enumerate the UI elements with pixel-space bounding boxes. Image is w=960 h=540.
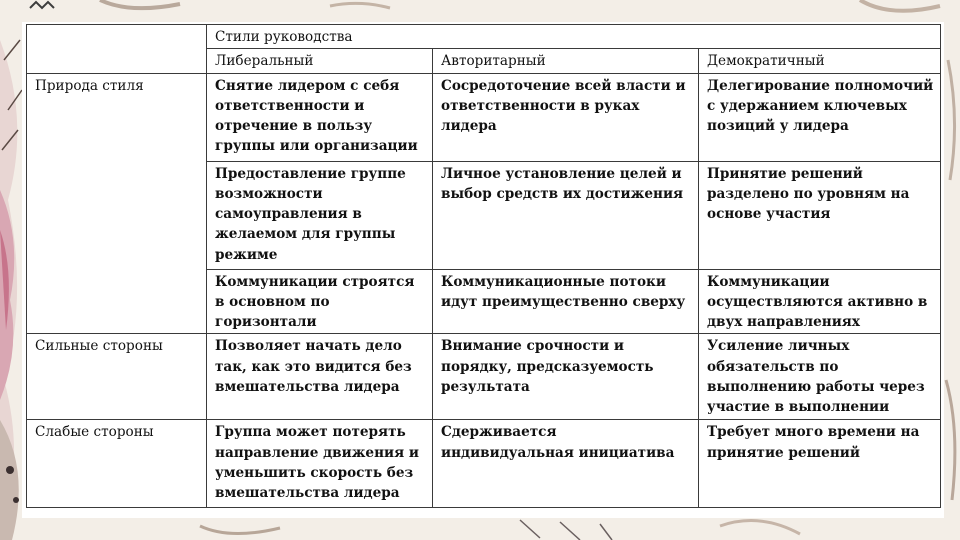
column-header: Либеральный bbox=[207, 49, 433, 73]
table-row bbox=[27, 334, 941, 420]
leadership-styles-table bbox=[26, 24, 941, 508]
table-cell: Группа может потерять направление движения и уменьшить скорость без вмешательства лидера bbox=[207, 420, 433, 508]
table-cell: Сдерживается индивидуальная инициатива bbox=[433, 420, 699, 508]
header-row-group bbox=[27, 25, 941, 49]
header-group-cell: Стили руководства bbox=[207, 25, 941, 49]
table-cell: Коммуникационные потоки идут преимущественно сверху bbox=[433, 269, 699, 334]
table-cell: Снятие лидером с себя ответственности и отречение в пользу группы или организации bbox=[207, 73, 433, 161]
row-label: Слабые стороны bbox=[27, 420, 207, 508]
table-row bbox=[27, 420, 941, 508]
corner-cell bbox=[27, 25, 207, 74]
row-label: Сильные стороны bbox=[27, 334, 207, 420]
table-cell: Требует много времени на принятие решений bbox=[699, 420, 941, 508]
table-cell: Позволяет начать дело так, как это видится без вмешательства лидера bbox=[207, 334, 433, 420]
table-row bbox=[27, 73, 941, 161]
table-cell: Личное установление целей и выбор средств их достижения bbox=[433, 161, 699, 269]
column-header: Авторитарный bbox=[433, 49, 699, 73]
table-cell: Делегирование полномочий с удержанием ключевых позиций у лидера bbox=[699, 73, 941, 161]
column-header: Демократичный bbox=[699, 49, 941, 73]
table-cell: Предоставление группе возможности самоуправления в желаемом для группы режиме bbox=[207, 161, 433, 269]
table-cell: Коммуникации осуществляются активно в двух направлениях bbox=[699, 269, 941, 334]
table-cell: Сосредоточение всей власти и ответственности в руках лидера bbox=[433, 73, 699, 161]
table-cell: Внимание срочности и порядку, предсказуемость результата bbox=[433, 334, 699, 420]
table-cell: Коммуникации строятся в основном по горизонтали bbox=[207, 269, 433, 334]
table-cell: Принятие решений разделено по уровням на основе участия bbox=[699, 161, 941, 269]
table-cell: Усиление личных обязательств по выполнению работы через участие в выполнении bbox=[699, 334, 941, 420]
row-label: Природа стиля bbox=[27, 73, 207, 334]
